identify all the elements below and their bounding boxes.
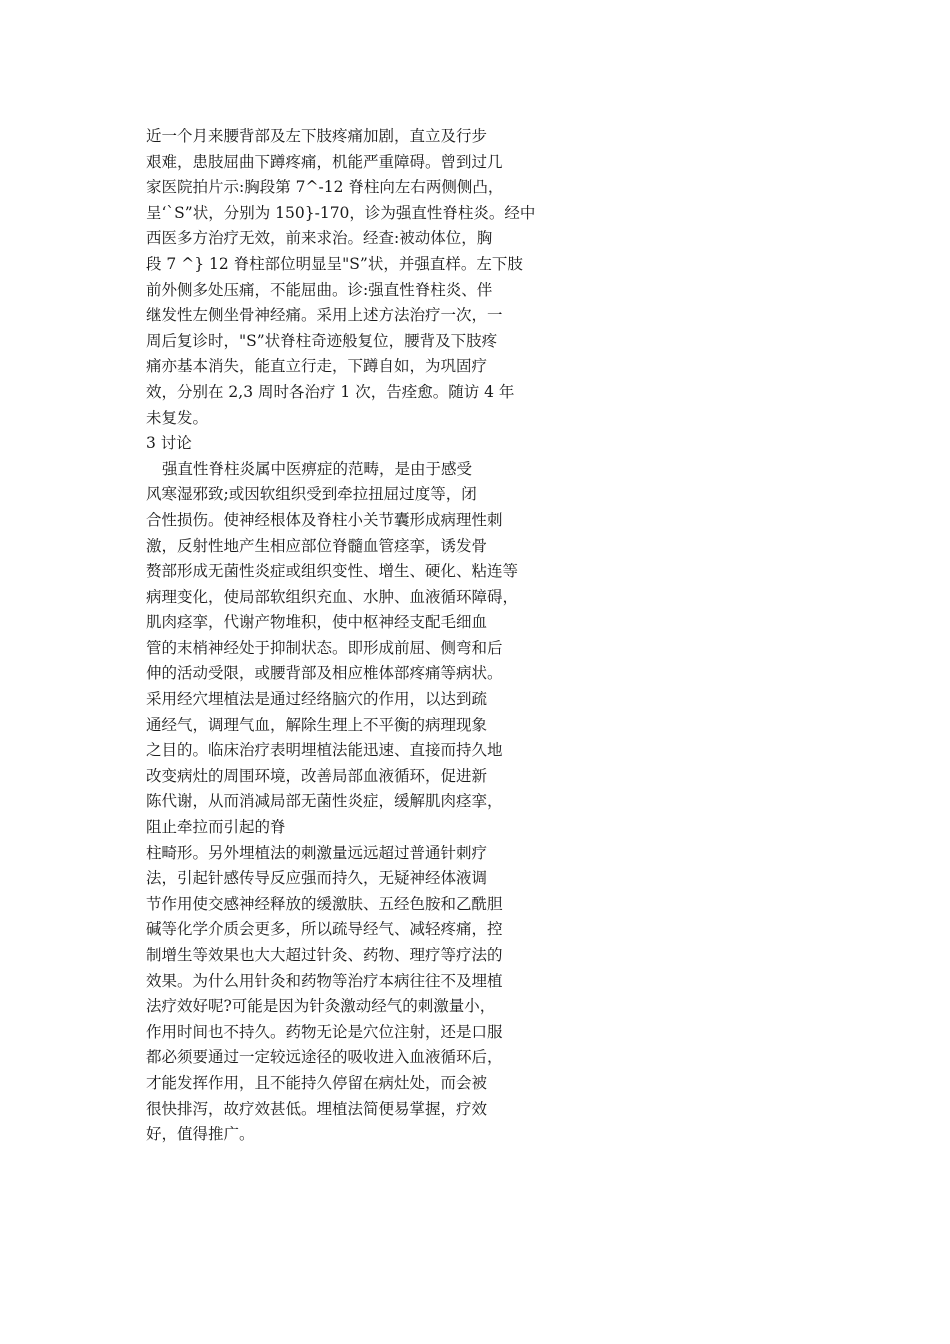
- text-line: 激，反射性地产生相应部位脊髓血管痉挛，诱发骨: [146, 536, 488, 555]
- text-line: 之目的。临床治疗表明埋植法能迅速、直接而持久地: [146, 741, 503, 760]
- text-line: 采用经穴埋植法是通过经络脑穴的作用，以达到疏: [146, 690, 488, 709]
- text-line: 前外侧多处压痛，不能屈曲。诊:强直性脊柱炎、伴: [146, 280, 493, 299]
- text-line: 改变病灶的周围环境，改善局部血液循环，促进新: [146, 766, 488, 785]
- text-line: 阻止牵拉而引起的脊: [146, 818, 286, 837]
- text-line: 呈‘`S”状，分别为 150}-170，诊为强直性脊柱炎。经中: [146, 203, 536, 222]
- text-line: 制增生等效果也大大超过针灸、药物、理疗等疗法的: [146, 946, 503, 964]
- text-line: 陈代谢，从而消减局部无菌性炎症，缓解肌肉痉挛，: [146, 792, 503, 811]
- text-line: 段 7 ^} 12 脊柱部位明显呈"S”状，并强直样。左下肢: [146, 254, 523, 273]
- text-line: 赘部形成无菌性炎症或组织变性、增生、硬化、粘连等: [146, 562, 519, 581]
- text-line: 节作用使交感神经释放的缓激肤、五经色胺和乙酰胆: [146, 894, 503, 913]
- text-line: 痛亦基本消失，能直立行走，下蹲自如，为巩固疗: [146, 357, 488, 376]
- text-line: 强直性脊柱炎属中医痹症的范畴，是由于感受: [162, 459, 473, 478]
- text-line: 效果。为什么用针灸和药物等治疗本病往往不及埋植: [146, 971, 503, 990]
- article-body: [146, 124, 586, 1148]
- text-line: 家医院拍片示:胸段第 7^-12 脊柱向左右两侧侧凸，: [146, 178, 504, 197]
- text-line: 合性损伤。使神经根体及脊柱小关节囊形成病理性刺: [146, 510, 503, 529]
- section-heading: 3 讨论: [146, 434, 192, 453]
- text-line: 好，值得推广。: [146, 1125, 255, 1144]
- text-line: 未复发。: [146, 408, 209, 427]
- text-line: 近一个月来腰背部及左下肢疼痛加剧，直立及行步: [146, 127, 488, 145]
- text-line: 作用时间也不持久。药物无论是穴位注射，还是口服: [146, 1022, 503, 1041]
- text-line: 西医多方治疗无效，前来求治。经查:被动体位，胸: [146, 229, 493, 248]
- text-line: 肌肉痉挛，代谢产物堆积，使中枢神经支配毛细血: [146, 613, 488, 632]
- text-line: 碱等化学介质会更多，所以疏导经气、减轻疼痛，控: [146, 920, 503, 939]
- text-line: 病理变化，使局部软组织充血、水肿、血液循环障碍，: [146, 587, 519, 606]
- text-line: 伸的活动受限，或腰背部及相应椎体部疼痛等病状。: [146, 664, 503, 683]
- text-line: 法疗效好呢?可能是因为针灸激动经气的刺激量小，: [146, 997, 496, 1016]
- text-line: 都必须要通过一定较远途径的吸收进入血液循环后，: [146, 1048, 503, 1067]
- text-line: 才能发挥作用，且不能持久停留在病灶处，而会被: [146, 1073, 488, 1092]
- text-line: 效，分别在 2,3 周时各治疗 1 次，告痊愈。随访 4 年: [146, 382, 515, 401]
- text-line: 很快排泻，故疗效甚低。埋植法简便易掌握，疗效: [146, 1099, 488, 1118]
- text-line: 继发性左侧坐骨神经痛。采用上述方法治疗一次，一: [146, 306, 503, 325]
- text-line: 艰难，患肢屈曲下蹲疼痛，机能严重障碍。曾到过几: [146, 152, 503, 171]
- text-line: 法，引起针感传导反应强而持久，无疑神经体液调: [146, 869, 488, 888]
- text-line: 周后复诊时，"S”状脊柱奇迹般复位，腰背及下肢疼: [146, 331, 498, 350]
- text-line: 管的末梢神经处于抑制状态。即形成前屈、侧弯和后: [146, 638, 503, 657]
- text-line: 风寒湿邪致;或因软组织受到牵拉扭屈过度等，闭: [146, 485, 477, 504]
- text-line: 通经气，调理气血，解除生理上不平衡的病理现象: [146, 715, 488, 734]
- text-line: 柱畸形。另外埋植法的刺激量远远超过普通针刺疗: [146, 843, 488, 862]
